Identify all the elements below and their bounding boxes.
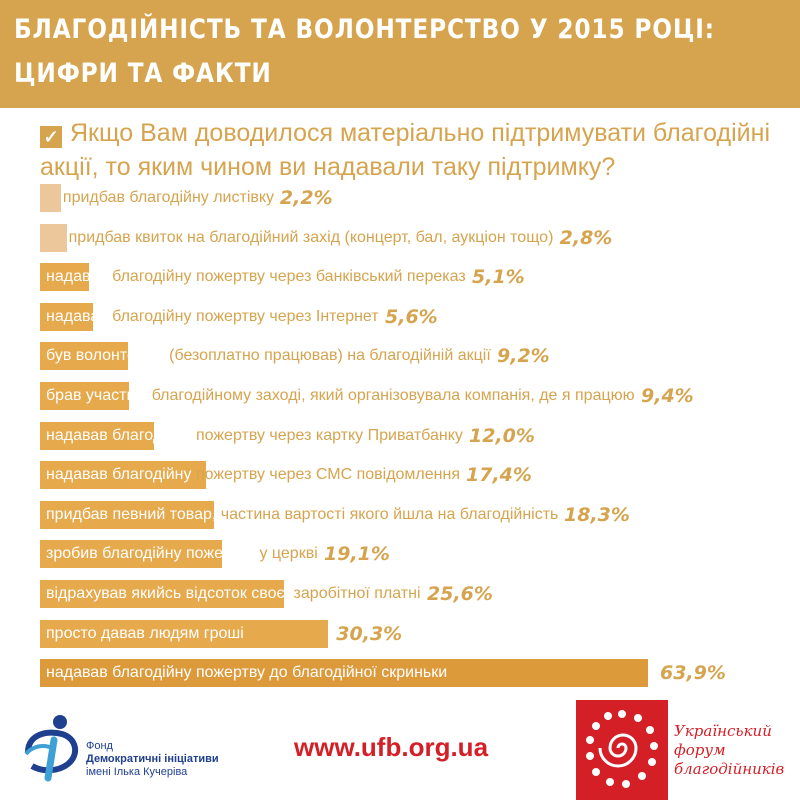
bar-label-outside: благодійну пожертву через банківський переказ [107, 268, 466, 286]
bar-value-label: 25,6% [427, 583, 493, 605]
bar-label-inside: зробив благодійну пожертву [46, 545, 256, 563]
bar-label-inside: відрахував якийсь відсоток своєї [46, 585, 290, 602]
bar-label-outside: заробітної платні [289, 585, 421, 602]
bar-label [46, 303, 379, 331]
bar-label [46, 540, 318, 568]
bar-value-label: 2,2% [279, 187, 333, 209]
ufb-name: Український форум благодійників [674, 722, 785, 778]
bar-value-label: 19,1% [324, 543, 390, 566]
checkmark-icon: ✓ [40, 126, 62, 148]
bar-label-inside: надавав благодійну пожертву до благодійної скриньки [46, 664, 448, 682]
bar-label [46, 382, 635, 410]
ufb-logo [576, 700, 800, 800]
bar-label-outside: пожертву через СМС повідомлення [191, 466, 460, 484]
bar-label-inside: надавав [46, 307, 108, 325]
bar-label-outside: придбав квиток на благодійний захід (концерт, бал, аукціон тощо) [68, 228, 554, 246]
bar-label [63, 184, 274, 212]
bar-label [46, 659, 447, 687]
bar-label [46, 580, 421, 608]
bar-label-inside: надавав благодійну [46, 426, 192, 444]
bar-label [46, 501, 558, 529]
bar-value-label: 9,4% [641, 385, 694, 407]
bar-value-label: 12,0% [469, 424, 535, 447]
bar-label-inside: був волонтером [46, 347, 165, 365]
bar-value-label: 63,9% [660, 662, 726, 685]
bar-label-outside: пожертву через картку Приватбанку [191, 426, 463, 444]
fund-name: Фонд Демократичні ініціативи імені Ілька Кучеріва [86, 740, 219, 778]
bar-value-label: 2,8% [559, 226, 613, 249]
bar-label-outside: придбав благодійну листівку [62, 189, 275, 206]
bar [40, 224, 67, 252]
bar-label [46, 422, 463, 450]
bar-value-label: 18,3% [564, 503, 630, 526]
bar-label-inside: надавав [46, 268, 108, 286]
bar-value-label: 9,2% [497, 345, 550, 368]
bar-label [46, 620, 244, 648]
page-title-line2: ЦИФРИ ТА ФАКТИ [14, 58, 272, 89]
bar-label-inside: брав участь у [46, 387, 148, 404]
bar-label-outside: (безоплатно працював) на благодійній акції [164, 347, 491, 365]
bar-label [46, 342, 491, 370]
bar-value-label: 5,6% [385, 305, 438, 328]
bar-label-inside: надавав благодійну [46, 466, 192, 484]
bar-value-label: 17,4% [466, 464, 532, 487]
bar-label [46, 461, 460, 489]
bar-label-outside: частина вартості якого йшла на благодійність [216, 505, 559, 523]
bar-label-outside: у церкві [255, 545, 318, 563]
bar-label-outside: благодійну пожертву через Інтернет [107, 307, 379, 325]
bar-label-outside: благодійному заході, який організовувала компанія, де я працюю [147, 387, 635, 404]
page-title-line1: БЛАГОДІЙНІСТЬ ТА ВОЛОНТЕРСТВО У 2015 РОЦІ: [14, 14, 715, 45]
bar-label [46, 263, 466, 291]
ufb-logo-mark [576, 700, 668, 800]
bar-value-label: 30,3% [336, 622, 403, 645]
question-text: Якщо Вам доводилося матеріально підтримувати благодійні акції, то яким чином ви надавали таку підтримку? [40, 119, 770, 181]
bar-label-inside: придбав певний товар, [46, 505, 217, 523]
bar-value-label: 5,1% [472, 266, 525, 289]
website-link[interactable]: www.ufb.org.ua [294, 732, 489, 762]
sun-spiral-icon [576, 700, 668, 800]
bar [40, 184, 61, 212]
bar-label-inside: просто давав людям гроші [46, 624, 244, 642]
bar-label [69, 224, 554, 252]
